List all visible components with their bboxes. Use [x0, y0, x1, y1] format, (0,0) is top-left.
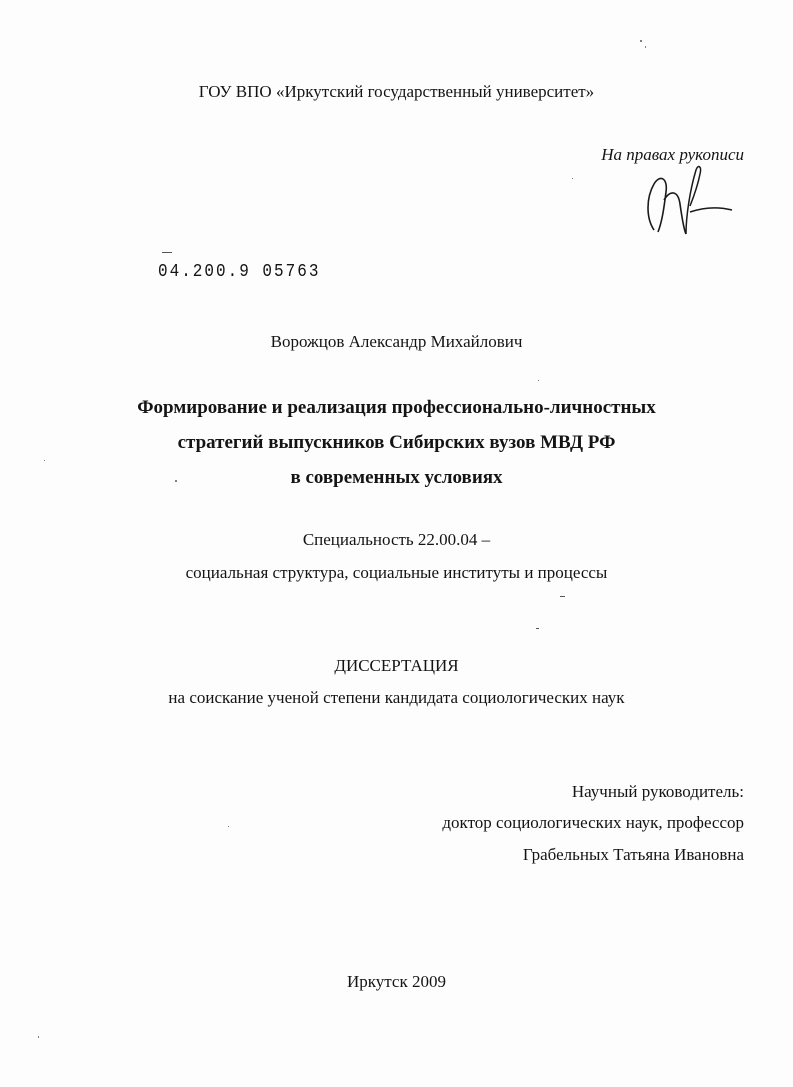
title-line-1: Формирование и реализация профессионально-личностных — [137, 397, 656, 418]
scan-speck — [175, 480, 177, 482]
city-year: Иркутск 2009 — [347, 972, 446, 991]
scan-speck — [44, 460, 45, 461]
scan-speck — [560, 596, 565, 597]
author-name: Ворожцов Александр Михайлович — [270, 332, 523, 351]
title-line-2: стратегий выпускников Сибирских вузов МВД РФ — [177, 432, 616, 453]
scan-speck — [228, 826, 229, 827]
title-line-3: в современных условиях — [290, 467, 503, 488]
advisor-name: Грабельных Татьяна Ивановна — [522, 845, 744, 864]
scan-speck — [645, 46, 646, 48]
scan-speck — [38, 1036, 39, 1038]
scan-speck — [536, 628, 539, 629]
work-type-label: ДИССЕРТАЦИЯ — [334, 656, 459, 675]
scan-speck — [640, 40, 642, 42]
catalog-number: 04.200.9 05763 — [158, 261, 321, 282]
scan-speck — [538, 380, 539, 381]
specialty-name: социальная структура, социальные институты и процессы — [185, 563, 608, 582]
handwritten-signature-icon — [640, 160, 740, 240]
advisor-degree: доктор социологических наук, профессор — [442, 813, 744, 832]
scan-speck — [162, 252, 172, 253]
advisor-label: Научный руководитель: — [571, 782, 744, 801]
manuscript-rights-note: На правах рукописи — [601, 145, 744, 164]
degree-purpose: на соискание ученой степени кандидата социологических наук — [168, 688, 625, 707]
scan-speck — [572, 178, 573, 179]
specialty-code: Специальность 22.00.04 – — [302, 530, 491, 549]
institution-name: ГОУ ВПО «Иркутский государственный университет» — [198, 82, 595, 101]
